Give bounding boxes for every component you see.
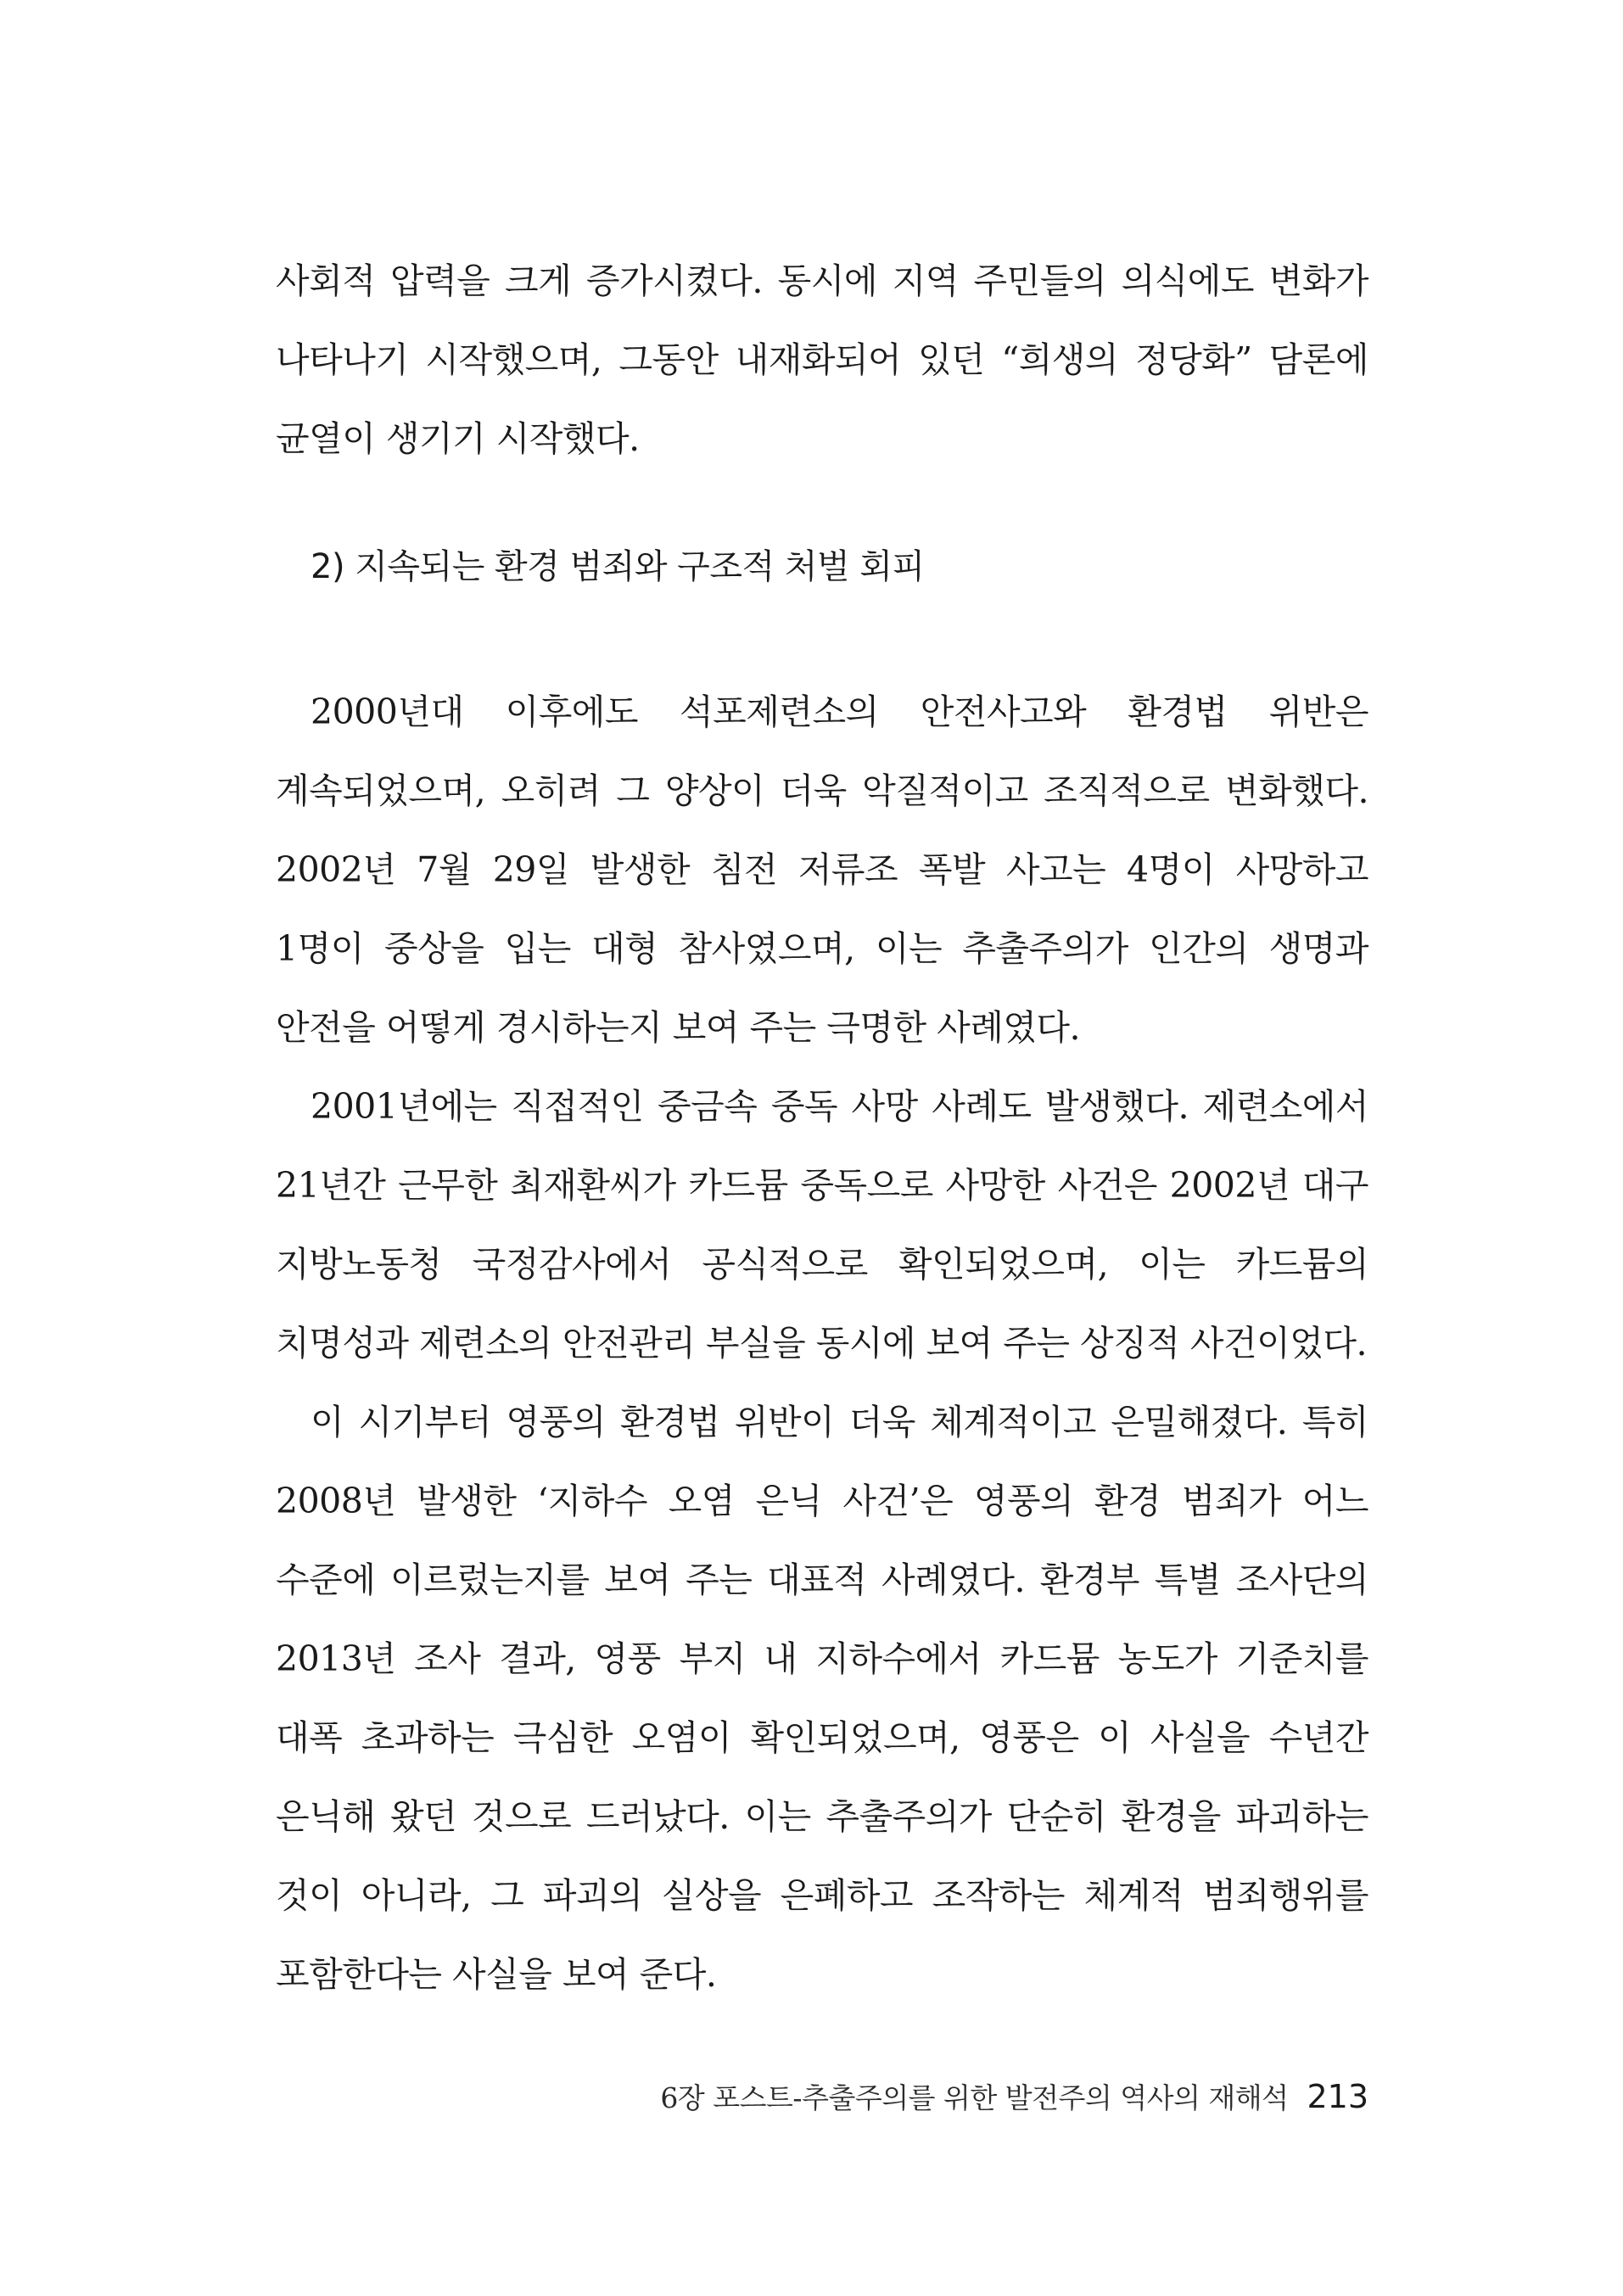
page-number: 213 <box>1307 2078 1368 2115</box>
section-heading: 2) 지속되는 환경 범죄와 구조적 처벌 회피 <box>311 547 925 586</box>
continued-paragraph: 사회적 압력을 크게 증가시켰다. 동시에 지역 주민들의 의식에도 변화가 나타나기 시작했으며, 그동안 내재화되어 있던 “희생의 정당화” 담론에 균열이 생기기 시작했다. <box>276 260 1368 459</box>
body-paragraph: 2000년대 이후에도 석포제련소의 안전사고와 환경법 위반은 계속되었으며, 오히려 그 양상이 더욱 악질적이고 조직적으로 변화했다. 2002년 7월 29일 발생한 침전 저류조 폭발 사고는 4명이 사망하고 1명이 중상을 입는 대형 참사였으며, 이는 추출주의가 인간의 생명과 안전을 어떻게 경시하는지 보여 주는 극명한 사례였다. <box>276 692 1368 1048</box>
body-paragraph: 이 시기부터 영풍의 환경법 위반이 더욱 체계적이고 은밀해졌다. 특히 2008년 발생한 ‘지하수 오염 은닉 사건’은 영풍의 환경 범죄가 어느 수준에 이르렀는지를 보여 주는 대표적 사례였다. 환경부 특별 조사단의 2013년 조사 결과, 영풍 부지 내 지하수에서 카드뮴 농도가 기준치를 대폭 초과하는 극심한 오염이 확인되었으며, 영풍은 이 사실을 수년간 은닉해 왔던 것으로 드러났다. 이는 추출주의가 단순히 환경을 파괴하는 것이 아니라, 그 파괴의 실상을 은폐하고 조작하는 체계적 범죄행위를 포함한다는 사실을 보여 준다. <box>276 1402 1368 1995</box>
page-footer <box>660 2076 1368 2116</box>
body-text-block <box>276 673 1368 2014</box>
continued-paragraph-block <box>276 242 1368 479</box>
running-chapter-title: 6장 포스트-추출주의를 위한 발전주의 역사의 재해석 <box>660 2081 1289 2114</box>
body-paragraph: 2001년에는 직접적인 중금속 중독 사망 사례도 발생했다. 제련소에서 21년간 근무한 최재환씨가 카드뮴 중독으로 사망한 사건은 2002년 대구 지방노동청 국정감사에서 공식적으로 확인되었으며, 이는 카드뮴의 치명성과 제련소의 안전관리 부실을 동시에 보여 주는 상징적 사건이었다. <box>276 1086 1368 1364</box>
